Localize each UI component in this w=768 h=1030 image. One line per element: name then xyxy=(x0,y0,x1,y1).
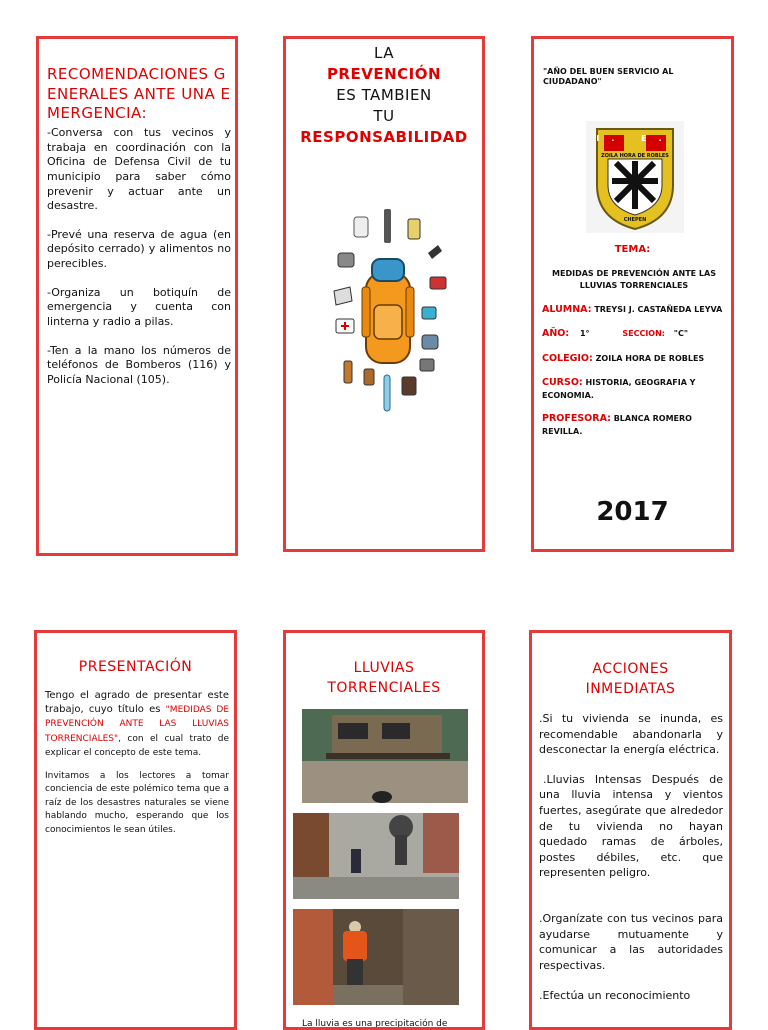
anio-row xyxy=(542,327,726,341)
profesora-value: BLANCA ROMERO REVILLA. xyxy=(542,414,692,437)
flooded-alley-photo xyxy=(293,909,459,1005)
curso-row xyxy=(542,376,726,402)
curso-label: CURSO: xyxy=(542,376,583,388)
colegio-value: ZOILA HORA DE ROBLES xyxy=(595,353,705,363)
water-bottle-icon xyxy=(384,375,390,411)
presentation-title-quote: "MEDIDAS DE PREVENCIÓN ANTE LAS LLUVIAS TORRENCIALES" xyxy=(45,705,230,744)
tema-label: TEMA: xyxy=(614,244,651,255)
school-logo xyxy=(586,121,684,233)
title-line: RESPONSABILIDAD xyxy=(300,128,468,146)
actions-body xyxy=(539,711,723,1003)
panel-prevention xyxy=(283,36,485,552)
panel-recommendations xyxy=(36,36,238,556)
recommendation-item: -Prevé una reserva de agua (en depósito cerrado) y alimentos no perecibles. xyxy=(47,227,231,270)
action-item: .Lluvias Intensas Después de una lluvia intensa y vientos fuertes, asegúrate que alrededor de tu vivienda no hayan quedado ramas de árboles, postes débiles, etc. que representen peligro. xyxy=(539,772,723,880)
recommendation-item: -Organiza un botiquín de emergencia y cuenta con linterna y radio a pilas. xyxy=(47,285,231,328)
food-can-icon xyxy=(338,253,354,267)
action-item: .Si tu vivienda se inunda, es recomendable abandonarla y desconectar la energía eléctrica. xyxy=(539,712,723,757)
presentation-paragraph xyxy=(45,689,229,760)
panel-presentation xyxy=(34,630,237,1030)
profesora-row xyxy=(542,412,726,438)
bag-icon xyxy=(402,377,416,395)
presentation-heading: PRESENTACIÓN xyxy=(78,659,193,675)
wallet-icon xyxy=(430,277,446,289)
cover-year: 2017 xyxy=(596,497,669,527)
backpack-icon xyxy=(362,259,414,363)
title-line: TU xyxy=(373,107,395,125)
alumna-value: TREYSI J. CASTAÑEDA LEYVA xyxy=(594,305,723,314)
flashlight-icon xyxy=(384,209,391,243)
colegio-row xyxy=(542,352,726,366)
colegio-label: COLEGIO: xyxy=(542,352,593,364)
sweater-icon xyxy=(422,335,438,349)
toilet-paper-icon xyxy=(354,217,368,237)
logo-letters: I. E. xyxy=(596,134,674,143)
presentation-body xyxy=(45,689,229,837)
alumna-row xyxy=(542,303,726,317)
recommendation-item: -Ten a la mano los números de teléfonos de Bomberos (116) y Policía Nacional (105). xyxy=(47,343,231,386)
anio-label: AÑO: xyxy=(542,328,570,340)
rain-caption: La lluvia es una precipitación de xyxy=(302,1019,448,1029)
whistle-icon xyxy=(428,245,442,259)
candle-icon xyxy=(344,361,352,383)
curso-value: HISTORIA, GEOGRAFIA Y ECONOMIA. xyxy=(542,377,696,400)
panel-immediate-actions xyxy=(529,630,732,1030)
soap-icon xyxy=(422,307,436,319)
recommendations-heading: RECOMENDACIONES GENERALES ANTE UNA EMERGENCIA: xyxy=(47,65,231,122)
presentation-text: Tengo el agrado de presentar este trabajo, cuyo título es xyxy=(45,690,229,716)
rain-heading: LLUVIAS TORRENCIALES xyxy=(327,660,441,697)
cover-details xyxy=(542,303,726,438)
logo-city: CHEPEN xyxy=(623,217,647,223)
recommendation-item: -Conversa con tus vecinos y trabaja en coordinación con la Oficina de Defensa Civil de tu municipio para saber cómo prevenir y actuar ante un desastre. xyxy=(47,126,231,213)
alumna-label: ALUMNA: xyxy=(542,304,592,315)
anio-value: 1° xyxy=(579,329,590,339)
emergency-kit-illustration xyxy=(304,201,470,417)
title-line: LA xyxy=(374,44,394,62)
seccion-label: SECCION: xyxy=(622,329,665,339)
logo-school-name: ZOILA HORA DE ROBLES xyxy=(601,153,669,159)
presentation-text: , con el cual trato de explicar el concepto de este tema. xyxy=(45,733,229,758)
rain-street-photo xyxy=(293,813,459,899)
year-motto: "AÑO DEL BUEN SERVICIO AL CIUDADANO" xyxy=(543,67,674,87)
title-line: PREVENCIÓN xyxy=(326,65,442,83)
radio-icon xyxy=(408,219,420,239)
actions-heading: ACCIONES INMEDIATAS xyxy=(585,661,676,698)
panel-torrential-rain xyxy=(283,630,485,1030)
recommendations-body xyxy=(47,126,231,387)
tool-icon xyxy=(420,359,434,371)
flooded-house-photo xyxy=(302,709,468,803)
presentation-paragraph: Invitamos a los lectores a tomar conciencia de este polémico tema que a raíz de los desastres naturales se viene hablando mucho, esperando que los conocimientos le sean útiles. xyxy=(45,770,229,835)
title-line: ES TAMBIEN xyxy=(336,86,432,104)
action-item: .Organízate con tus vecinos para ayudarse mutuamente y comunicar a las autoridades respectivas. xyxy=(539,912,723,972)
tema-title: MEDIDAS DE PREVENCIÓN ANTE LAS LLUVIAS TORRENCIALES xyxy=(552,269,716,290)
action-item: .Efectúa un reconocimiento xyxy=(539,988,691,1002)
panel-cover xyxy=(531,36,734,552)
seccion-value: "C" xyxy=(673,329,689,339)
matches-icon xyxy=(364,369,374,385)
profesora-label: PROFESORA: xyxy=(542,413,611,424)
prevention-title xyxy=(286,43,482,148)
document-icon xyxy=(334,287,352,305)
